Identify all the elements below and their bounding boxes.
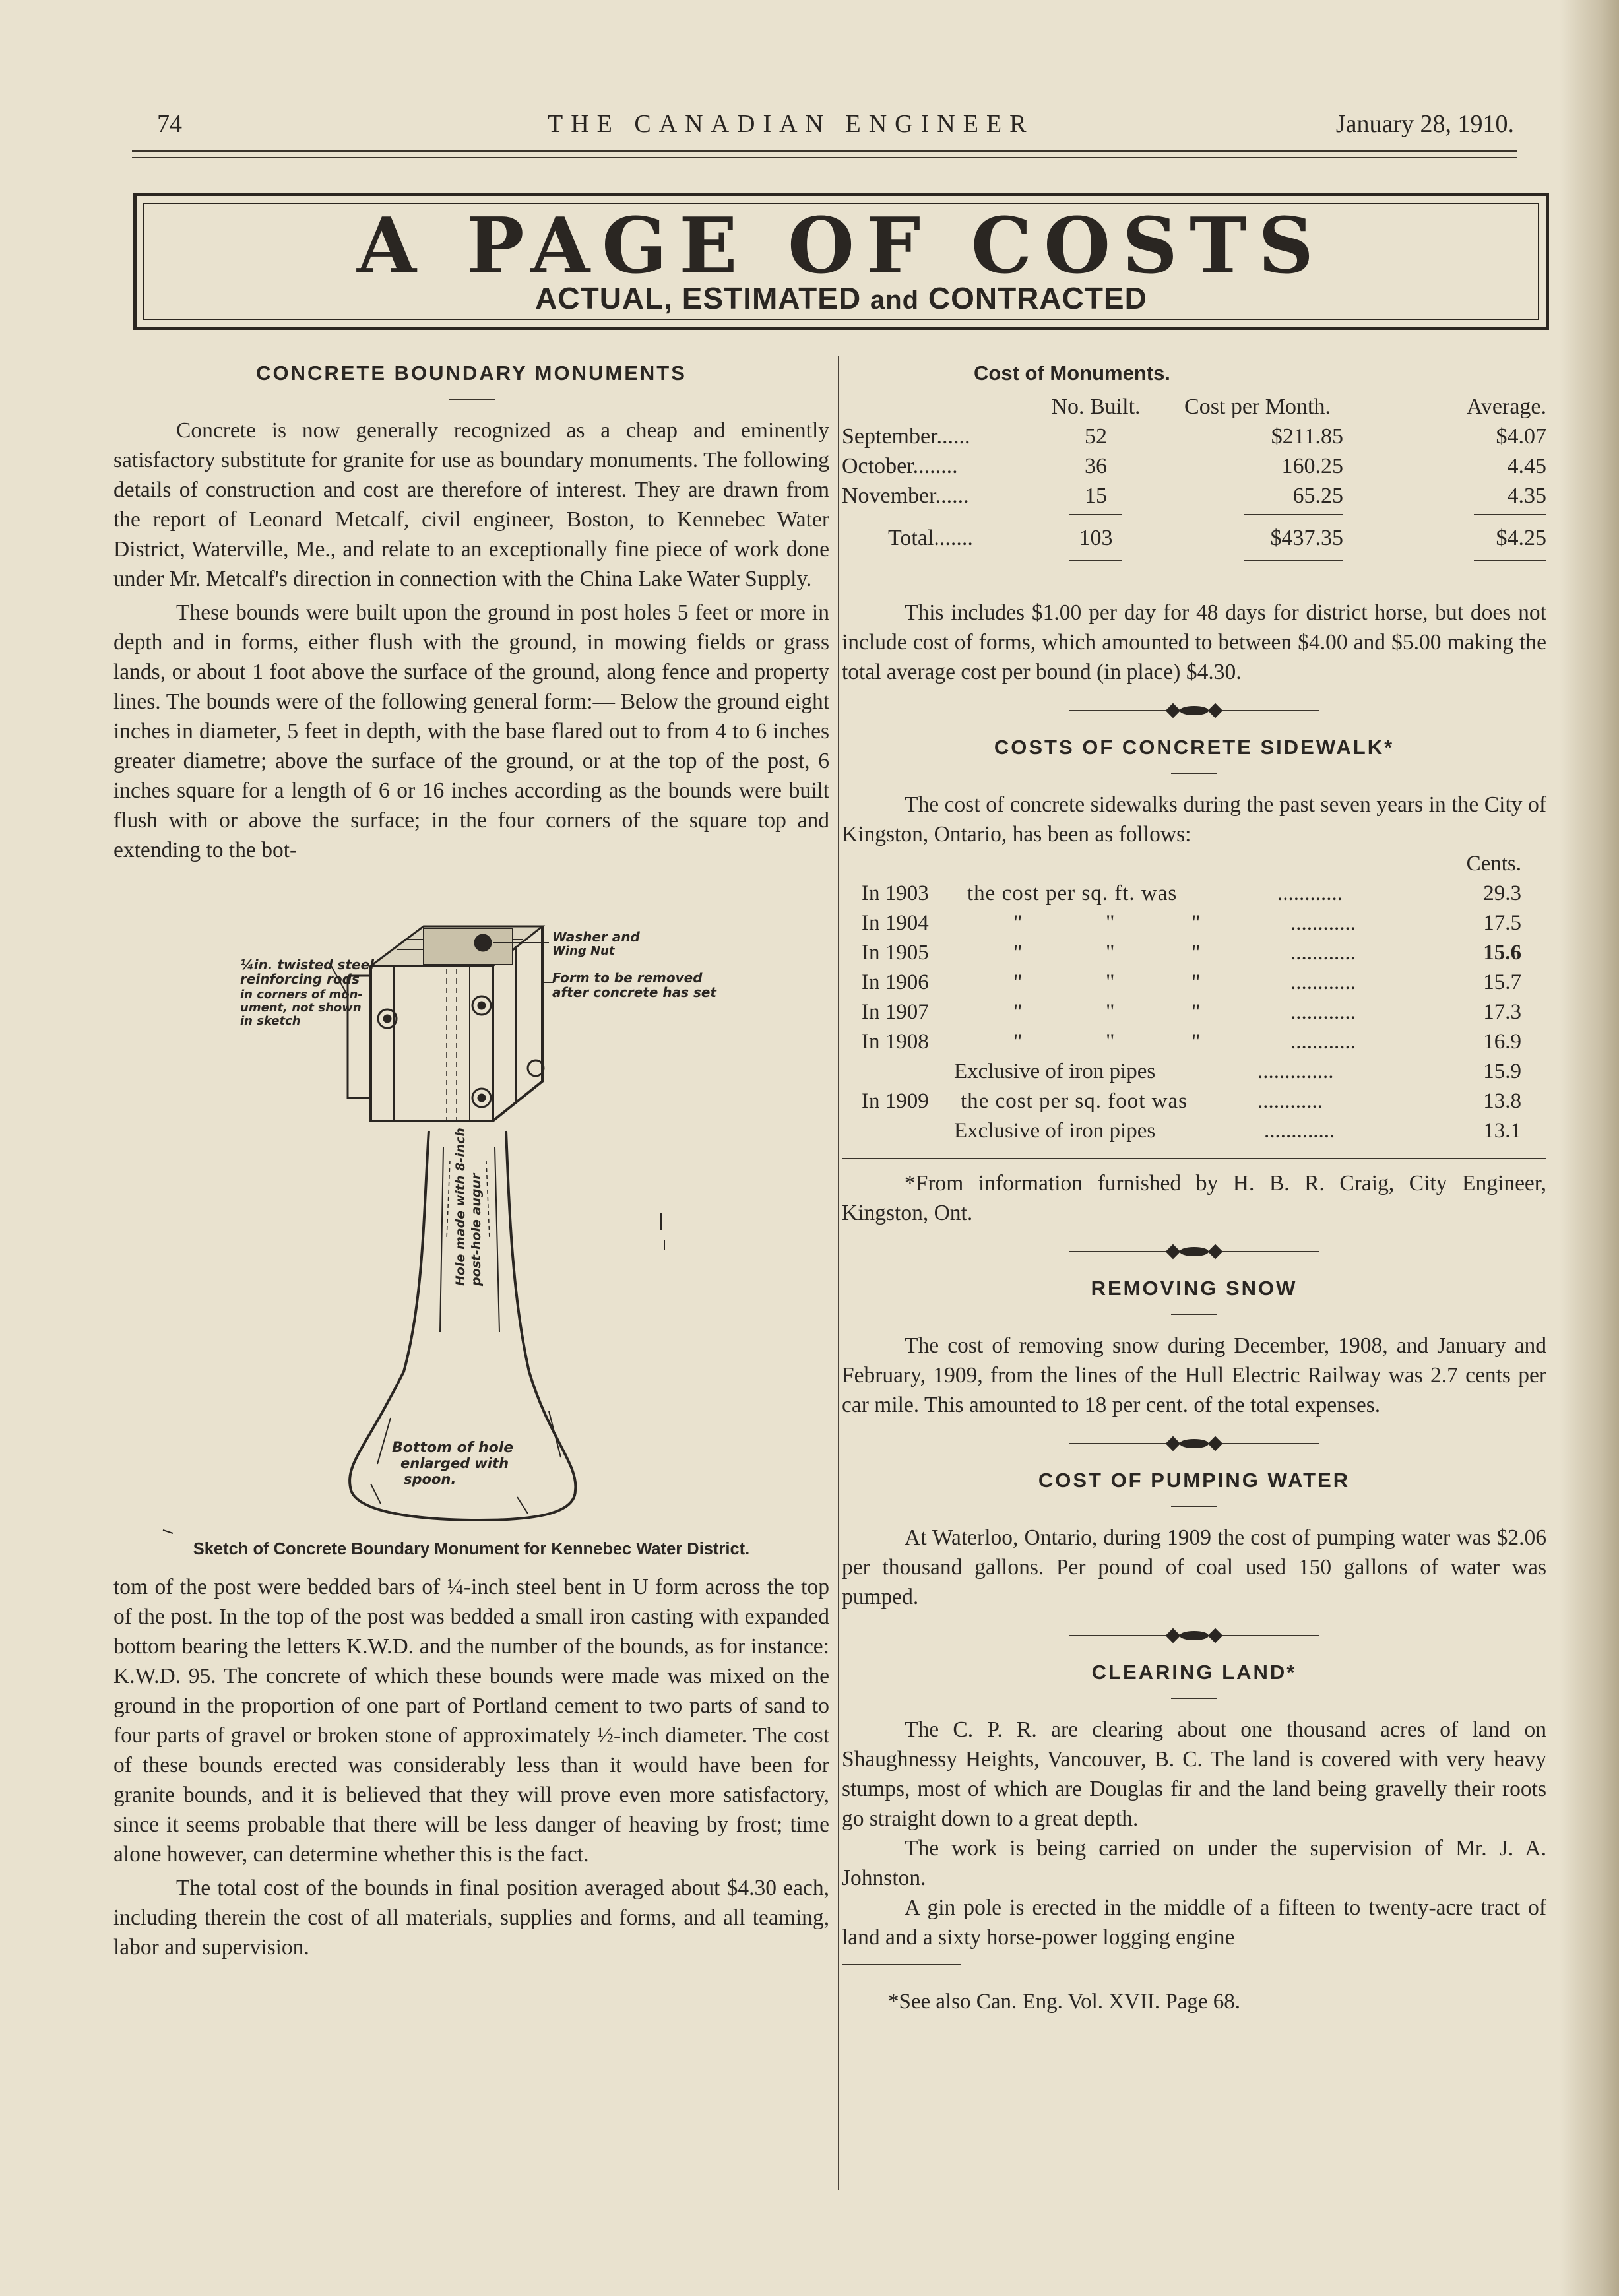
table-row: October........ 36 160.25 4.45: [842, 454, 1546, 478]
page-title: A PAGE OF COSTS: [356, 201, 1326, 291]
clearing-paragraph-1: The C. P. R. are clearing about one thousand acres of land on Shaughnessy Heights, Vancouver, B. C. The land is covered with very heavy stumps, most of which are Douglas fir and the land being gravelly their roots go straight down to a great depth.: [842, 1717, 1546, 1831]
label-rods-line-5: in sketch: [240, 1014, 301, 1028]
list-item: In 1909 the cost per sq. foot was ............ 13.8: [862, 1089, 1521, 1113]
footnote-rule: [842, 1158, 1546, 1159]
clearing-paragraph-2: The work is being carried on under the supervision of Mr. J. A. Johnston.: [842, 1836, 1546, 1890]
col-header-built: No. Built.: [1051, 395, 1141, 419]
sketch-caption: Sketch of Concrete Boundary Monument for Kennebec Water District.: [193, 1540, 750, 1558]
concrete-paragraph-2: These bounds were built upon the ground in post holes 5 feet or more in depth and in forms, either flush with the ground, in mowing fields or grass lands, or about 1 foot above the surface of the ground, along fence and property lines. The bounds were of the following general form:— Below the ground eight inches in diameter, 5 feet in depth, with the base flared out to from 4 to 6 inches greater diametre; above the surface of the ground, or at the top of the post, 6 inches square for a length of 6 or 16 inches according as the bounds were built flush with or above the surface; in the four corners of the square top and extending to the bot-: [113, 600, 829, 862]
label-washer-line-1: Washer and: [552, 929, 640, 945]
label-hole-line-1: Hole made with 8-inch: [453, 1128, 468, 1286]
label-bottom-line-1: Bottom of hole: [392, 1440, 514, 1456]
label-hole-line-2: post-hole augur: [469, 1173, 484, 1286]
short-rule: [449, 399, 495, 400]
page-subtitle: [137, 280, 1546, 316]
snow-text: The cost of removing snow during December, 1908, and January and February, 1909, from the lines of the Hull Electric Railway was 2.7 cents per car mile. This amounted to 18 per cent. of the total expenses.: [842, 1333, 1546, 1417]
header-rule-thin: [132, 157, 1517, 158]
sidewalk-footnote: *From information furnished by H. B. R. Craig, City Engineer, Kingston, Ont.: [842, 1171, 1546, 1225]
section-ornament: [1069, 1438, 1319, 1449]
sidewalk-intro: The cost of concrete sidewalks during the past seven years in the City of Kingston, Ontario, has been as follows:: [842, 792, 1546, 846]
snow-heading: REMOVING SNOW: [1091, 1277, 1298, 1300]
label-rods-line-2: reinforcing rods: [240, 971, 360, 987]
concrete-heading: CONCRETE BOUNDARY MONUMENTS: [256, 362, 687, 385]
concrete-paragraph-3: tom of the post were bedded bars of ¼-inch steel bent in U form across the top of the post. In the top of the post was bedded a small iron casting with expanded bottom bearing the letters K.W.D. and the number of the bounds, as for instance: K.W.D. 95. The concrete of which these bounds were made was mixed on the ground in the proportion of one part of Portland cement to two parts of sand to four parts of gravel or broken stone of approximately ½-inch diameter. The cost of these bounds erected was considerably less than it would have been for granite bounds, and it is believed that they will prove even more satisfactory, since it seems probable that there will be less danger of heaving by frost; time alone however, can determine whether this is the fact.: [113, 1575, 829, 1866]
concrete-paragraph-4: The total cost of the bounds in final position averaged about $4.30 each, including therein the cost of all materials, supplies and forms, and all teaming, labor and supervision.: [113, 1876, 829, 1960]
list-item: In 1904 " " " ............ 17.5: [862, 911, 1521, 935]
label-rods-line-4: ument, not shown: [240, 1001, 362, 1015]
table-header-row: [842, 392, 1546, 422]
monuments-note: This includes $1.00 per day for 48 days for district horse, but does not include cost of forms, which amounted to between $4.00 and $5.00 making the total average cost per bound (in place) $4.30.: [842, 600, 1546, 684]
section-ornament: [1069, 705, 1319, 716]
sidewalk-heading: COSTS OF CONCRETE SIDEWALK*: [994, 736, 1395, 759]
monuments-table: [842, 392, 1546, 565]
label-washer-line-2: Wing Nut: [552, 944, 615, 958]
issue-date: January 28, 1910.: [1335, 110, 1514, 138]
page-edge-shadow: [1560, 0, 1619, 2296]
footnote-rule: [842, 1964, 961, 1965]
list-item: In 1906 " " " ............ 15.7: [862, 971, 1521, 994]
list-item: In 1903 the cost per sq. ft. was ............ 29.3: [862, 881, 1521, 905]
short-rule: [1171, 773, 1217, 774]
monuments-table-title: Cost of Monuments.: [974, 362, 1170, 385]
list-item: [862, 849, 1521, 879]
sum-rule-row: [842, 511, 1546, 519]
label-bottom-line-3: spoon.: [404, 1471, 457, 1487]
short-rule: [1171, 1698, 1217, 1699]
subtitle-part-a: ACTUAL, ESTIMATED: [535, 281, 862, 315]
cents-label: Cents.: [1466, 852, 1521, 876]
short-rule: [1171, 1506, 1217, 1507]
pumping-heading: COST OF PUMPING WATER: [1038, 1469, 1350, 1492]
label-rods-line-3: in corners of mon-: [240, 988, 363, 1002]
label-bottom-line-2: enlarged with: [400, 1455, 509, 1471]
list-item: In 1905 " " " ............ 15.6: [862, 941, 1521, 965]
running-header: [132, 106, 1517, 145]
header-rule: [132, 150, 1517, 152]
subtitle-and: and: [870, 286, 920, 315]
journal-title: THE CANADIAN ENGINEER: [548, 110, 1034, 138]
section-ornament: [1069, 1246, 1319, 1257]
table-total-row: Total....... 103 $437.35 $4.25: [888, 525, 1546, 550]
clearing-heading: CLEARING LAND*: [1091, 1661, 1297, 1684]
col-header-average: Average.: [1466, 395, 1546, 419]
label-rods-line-1: ¼in. twisted steel: [240, 957, 375, 973]
column-rule: [838, 356, 839, 2190]
monument-sketch-drawing: [113, 870, 829, 1540]
concrete-paragraph-1: Concrete is now generally recognized as a cheap and eminently satisfactory substitute for granite for use as boundary monuments. The following details of construction and cost are therefore of interest. They are drawn from the report of Leonard Metcalf, civil engineer, Boston, to Kennebec Water District, Waterville, Me., and relate to an exceptionally fine piece of work done under Mr. Metcalf's direction in connection with the China Lake Water Supply.: [113, 418, 829, 591]
clearing-paragraph-3: A gin pole is erected in the middle of a fifteen to twenty-acre tract of land and a sixty horse-power logging engine: [842, 1896, 1546, 1950]
clearing-footnote: *See also Can. Eng. Vol. XVII. Page 68.: [888, 1990, 1241, 2014]
page-number: 74: [157, 110, 182, 138]
list-item: Exclusive of iron pipes ............. 13.1: [954, 1119, 1521, 1143]
list-item: In 1908 " " " ............ 16.9: [862, 1030, 1521, 1054]
table-row: November...... 15 65.25 4.35: [842, 484, 1546, 508]
table-row: September...... 52 $211.85 $4.07: [842, 424, 1546, 449]
col-header-cost: Cost per Month.: [1184, 395, 1331, 419]
sidewalk-cost-list: [862, 849, 1521, 1146]
label-form-line-1: Form to be removed: [552, 970, 703, 986]
subtitle-part-b: CONTRACTED: [928, 281, 1147, 315]
list-item: In 1907 " " " ............ 17.3: [862, 1000, 1521, 1024]
right-column: [842, 362, 1546, 2038]
label-form-line-2: after concrete has set: [552, 984, 716, 1000]
total-rule-row: [842, 557, 1546, 565]
section-ornament: [1069, 1630, 1319, 1641]
list-item: Exclusive of iron pipes .............. 15.9: [954, 1060, 1521, 1083]
short-rule: [1171, 1314, 1217, 1315]
monument-sketch: [113, 870, 829, 1540]
title-box: [133, 193, 1549, 330]
pumping-text: At Waterloo, Ontario, during 1909 the cost of pumping water was $2.06 per thousand gallons. Per pound of coal used 150 gallons of water was pumped.: [842, 1525, 1546, 1609]
left-column: [113, 362, 829, 1962]
